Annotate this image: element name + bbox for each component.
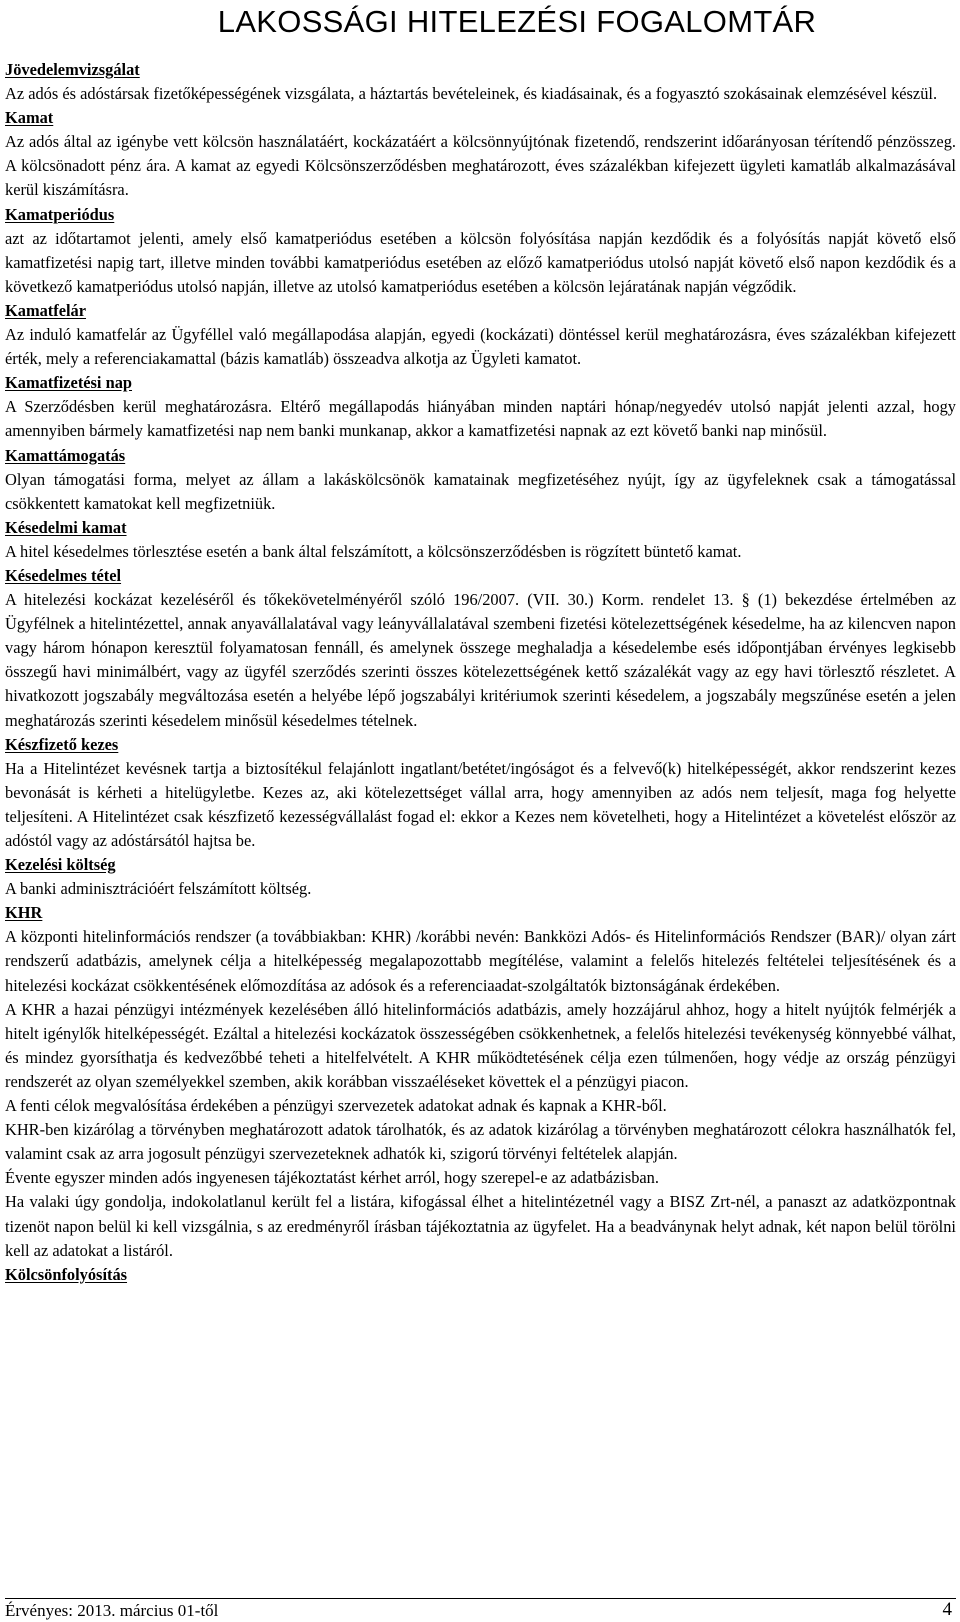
term-definition: Ha a Hitelintézet kevésnek tartja a biztosítékul felajánlott ingatlant/betétet/ingóságot és a felvevő(k) hitelképességét, akkor rendszerint kezes bevonását is kérheti a hitelügyletbe. Kezes az, aki kötelezettséget vállal arra, hogy amennyiben az adós nem teljesít, maga fog helyette teljesíteni. A Hitelintézet csak készfizető kezességvállalást fogad el: ekkor a Kezes nem követelheti, hogy a Hitelintézet a követelést először az adóstól vagy az adóstársától hajtsa be. xyxy=(5,758,956,850)
term-heading: Kamatfelár xyxy=(5,300,87,320)
term-definition: Olyan támogatási forma, melyet az állam a lakáskölcsönök kamatainak megfizetéséhez nyújt, így az ügyfeleknek csak a támogatással csökkentett kamatokat kell megfizetniük. xyxy=(5,469,956,513)
term-definition: Évente egyszer minden adós ingyenesen tájékoztatást kérhet arról, hogy szerepel-e az adatbázisban. xyxy=(5,1168,659,1188)
term-definition: A központi hitelinformációs rendszer (a továbbiakban: KHR) /korábbi nevén: Bankközi Adós- és Hitelinformációs Rendszer (BAR)/ olyan zárt rendszerű adatbázis, amelynek célja a hitelképesség megalapozottabb megítélése, valamint a felelős hitelezés feltételei teljesítésének és a hitelezési kockázat csökkentésének előmozdítása az adósok és a referenciaadat-szolgáltatók biztonságának érdekében. xyxy=(5,927,956,995)
glossary xyxy=(5,58,956,1287)
term-definition: azt az időtartamot jelenti, amely első kamatperiódus esetében a kölcsön folyósítása napján kezdődik és a folyósítás napját követő első kamatfizetési napig tart, illetve minden további kamatperiódus esetében az előző kamatperiódus utolsó napját követő első napon kezdődik és a következő kamatperiódus utolsó napján, illetve az utolsó kamatperiódus esetében a kölcsön lejáratának napján végződik. xyxy=(5,228,956,296)
glossary-entry xyxy=(5,516,956,564)
term-definition: A hitel késedelmes törlesztése esetén a bank által felszámított, a kölcsönszerződésben is rögzített büntető kamat. xyxy=(5,541,742,561)
term-heading: Készfizető kezes xyxy=(5,734,119,754)
term-heading: Késedelmi kamat xyxy=(5,517,127,537)
term-heading: Kezelési költség xyxy=(5,855,116,875)
term-heading: Kamat xyxy=(5,108,54,128)
term-definition: A Szerződésben kerül meghatározásra. Eltérő megállapodás hiányában minden naptári hónap/negyedév utolsó napját jelenti azzal, hogy amennyiben bármely kamatfizetési nap nem banki munkanap, akkor a kamatfizetési napnak az ezt követő banki nap minősül. xyxy=(5,397,956,441)
glossary-entry xyxy=(5,853,956,901)
glossary-entry xyxy=(5,58,956,106)
term-definition: A fenti célok megvalósítása érdekében a pénzügyi szervezetek adatokat adnak és kapnak a KHR-ből. xyxy=(5,1096,667,1116)
glossary-entry xyxy=(5,371,956,443)
glossary-entry xyxy=(5,444,956,516)
glossary-entry xyxy=(5,203,956,299)
glossary-entry xyxy=(5,733,956,853)
term-definition: A KHR a hazai pénzügyi intézmények kezelésében álló hitelinformációs adatbázis, amely hozzájárul ahhoz, hogy a hitelt nyújtók felmérjék a hitelt igénylők hitelképességét. Ezáltal a hitelezési kockázatok összességében csökkenhetnek, a felelős hitelezési tevékenység könnyebbé válhat, és mindez gyorsíthatja és kedvezőbbé teheti a hitelfelvételt. A KHR működtetésének célja ezen túlmenően, hogy védje az ország pénzügyi rendszerét az olyan személyekkel szemben, akik korábban visszaéléseket követtek el a pénzügyi piacon. xyxy=(5,999,956,1091)
footer-divider xyxy=(5,1598,956,1599)
glossary-entry xyxy=(5,299,956,371)
page-title: LAKOSSÁGI HITELEZÉSI FOGALOMTÁR xyxy=(217,4,817,39)
term-heading: KHR xyxy=(5,903,43,923)
term-definition: Az induló kamatfelár az Ügyféllel való megállapodása alapján, egyedi (kockázati) döntéssel kerül meghatározásra, éves százalékban kifejezett érték, mely a referenciakamattal (bázis kamatláb) összeadva alkotja az Ügyleti kamatot. xyxy=(5,325,956,369)
term-heading: Kamatperiódus xyxy=(5,204,115,224)
term-heading: Jövedelemvizsgálat xyxy=(5,60,140,79)
glossary-entry xyxy=(5,564,956,733)
term-heading: Kamattámogatás xyxy=(5,445,126,465)
glossary-entry xyxy=(5,901,956,1262)
term-definition: A hitelezési kockázat kezeléséről és tőkekövetelményéről szóló 196/2007. (VII. 30.) Korm. rendelet 13. § (1) bekezdése értelmében az Ügyfélnek a hitelintézettel, annak anyavállalatával vagy leányvállalatával szembeni fizetési kötelezettségének késedelme, ha az kilencven napon vagy három hónapon keresztül folyamatosan fennáll, és amelynek összege meghaladja a késedelembe esés időpontjában érvényes legkisebb összegű havi minimálbért, vagy az ügyfél szerződés szerinti összes kötelezettségének kettő százalékát vagy az egy havi törlesztő részletet. A hivatkozott jogszabály megváltozása esetén a helyébe lépő jogszabályi kritériumok szerinti késedelem, a jogszabály megszűnése esetén a jelen meghatározás szerinti késedelem minősül késedelmes tételnek. xyxy=(5,590,956,730)
term-definition: Az adós által az igénybe vett kölcsön használatáért, kockázatáért a kölcsönnyújtónak fizetendő, rendszerint időarányosan térítendő pénzösszeg. A kölcsönadott pénz ára. A kamat az egyedi Kölcsönszerződésben meghatározott, éves százalékban kifejezett ügyleti kamatláb alkalmazásával kerül kiszámításra. xyxy=(5,132,956,200)
term-definition: Ha valaki úgy gondolja, indokolatlanul került fel a listára, kifogással élhet a hitelintézetnél vagy a BISZ Zrt-nél, a panaszt az adatközpontnak tizenöt napon belül ki kell vizsgálnia, s az eredményről írásban tájékoztatnia az ügyfelet. Ha a beadványnak helyt adnak, két napon belül törölni kell az adatokat a listáról. xyxy=(5,1192,956,1260)
term-definition: KHR-ben kizárólag a törvényben meghatározott adatok tárolhatók, és az adatok kizárólag a törvényben meghatározott célokra használhatók fel, valamint csak az arra jogosult pénzügyi szervezeteknek adhatók ki, szigorú törvényi feltételek alapján. xyxy=(5,1120,956,1164)
term-definition: Az adós és adóstársak fizetőképességének vizsgálata, a háztartás bevételeinek, és kiadásainak, és a fogyasztó szokásainak elemzésével készül. xyxy=(5,84,938,104)
footer-validity: Érvényes: 2013. március 01-től xyxy=(5,1601,219,1620)
glossary-entry xyxy=(5,106,956,202)
term-heading: Késedelmes tétel xyxy=(5,565,122,585)
page-number: 4 xyxy=(942,1599,952,1620)
glossary-entry xyxy=(5,1263,956,1287)
term-definition: A banki adminisztrációért felszámított költség. xyxy=(5,879,312,899)
term-heading: Kamatfizetési nap xyxy=(5,373,133,393)
term-heading: Kölcsönfolyósítás xyxy=(5,1264,128,1284)
